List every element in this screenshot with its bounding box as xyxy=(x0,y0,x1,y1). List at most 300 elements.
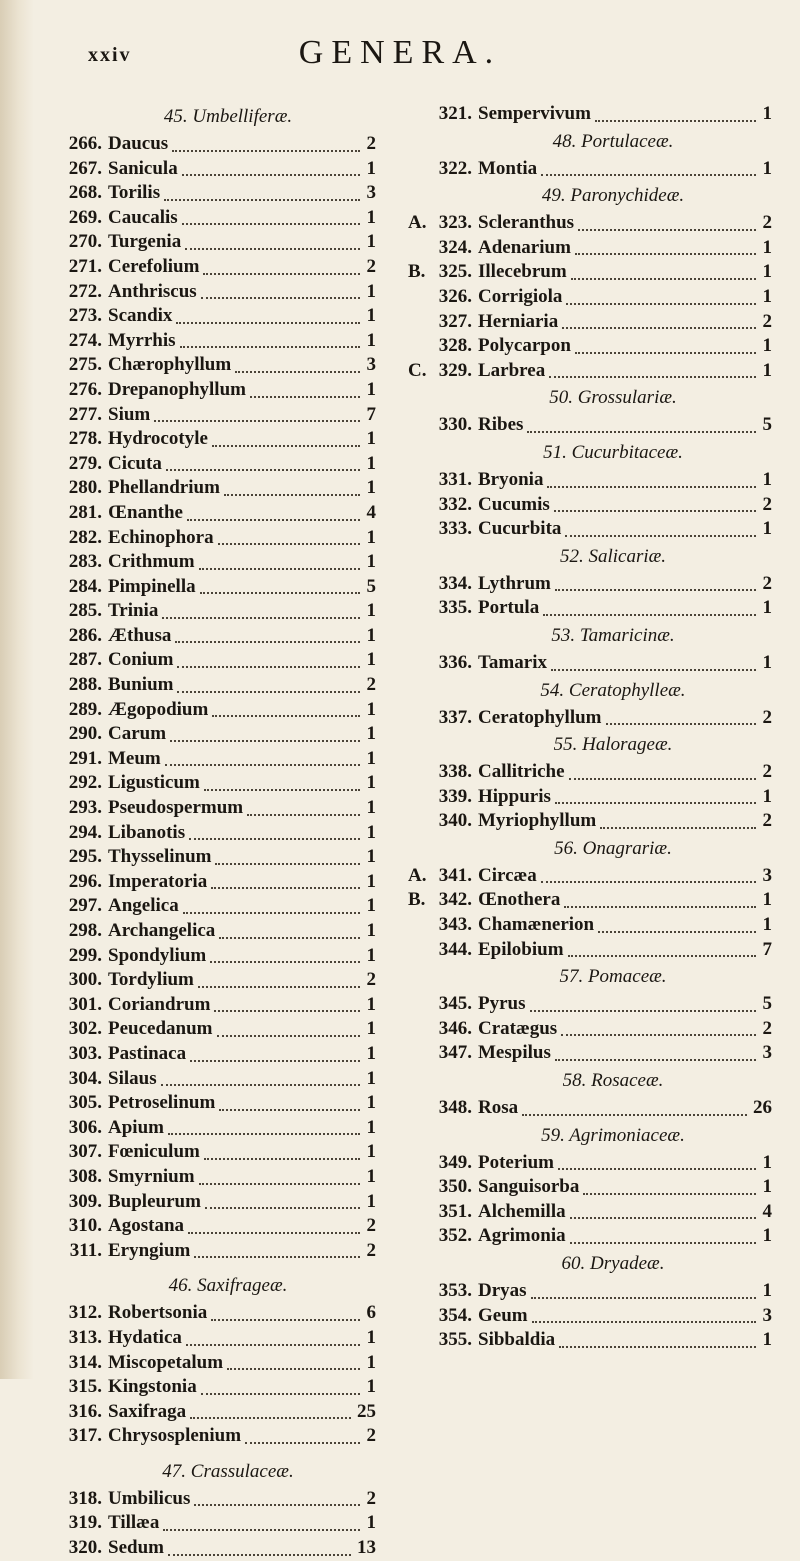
genus-list xyxy=(408,413,774,438)
genus-name: Hydatica xyxy=(108,1326,182,1348)
genus-name: Pyrus xyxy=(478,993,526,1015)
genus-name: Petroselinum xyxy=(108,1092,216,1114)
genus-name: Adenarium xyxy=(478,236,571,258)
genus-list xyxy=(408,1279,774,1353)
genus-name: Echinophora xyxy=(108,526,214,548)
family-heading: 60. Dryadeæ. xyxy=(561,1253,665,1274)
genus-number: 291. xyxy=(68,747,102,769)
dot-leader xyxy=(166,445,360,472)
species-count: 1 xyxy=(366,1190,376,1212)
genus-list xyxy=(408,157,774,182)
dot-leader xyxy=(531,1272,756,1299)
dot-leader xyxy=(245,1417,360,1444)
dot-leader xyxy=(583,1168,756,1195)
genus-number: 280. xyxy=(68,477,102,499)
dot-leader xyxy=(190,1035,360,1062)
genus-number: 290. xyxy=(68,723,102,745)
genus-list xyxy=(58,132,378,1263)
genus-number: 273. xyxy=(68,305,102,327)
genus-number: 355. xyxy=(438,1329,472,1351)
genus-name: Callitriche xyxy=(478,761,565,783)
species-count: 1 xyxy=(366,1376,376,1398)
genus-number: 326. xyxy=(438,285,472,307)
dot-leader xyxy=(575,327,756,354)
species-count: 1 xyxy=(366,1018,376,1040)
genus-number: 269. xyxy=(68,206,102,228)
genus-name: Larbrea xyxy=(478,359,546,381)
dot-leader xyxy=(177,666,360,693)
genus-name: Kingstonia xyxy=(108,1376,197,1398)
genus-name: Conium xyxy=(108,649,174,671)
genus-name: Robertsonia xyxy=(108,1302,208,1324)
species-count: 26 xyxy=(753,1097,772,1119)
genus-name: Œnothera xyxy=(478,889,561,911)
species-count: 1 xyxy=(366,698,376,720)
species-count: 1 xyxy=(366,797,376,819)
genus-list xyxy=(408,102,774,127)
genus-number: 276. xyxy=(68,378,102,400)
species-count: 1 xyxy=(366,477,376,499)
genus-number: 344. xyxy=(438,938,472,960)
genus-list xyxy=(408,864,774,962)
genus-list xyxy=(408,572,774,621)
genus-name: Montia xyxy=(478,157,538,179)
dot-leader xyxy=(578,204,756,231)
dot-leader xyxy=(194,1232,360,1259)
genus-entry xyxy=(408,938,774,963)
species-count: 4 xyxy=(366,501,376,523)
genus-name: Fœniculum xyxy=(108,1141,200,1163)
dot-leader xyxy=(170,715,360,742)
genus-name: Miscopetalum xyxy=(108,1351,224,1373)
dot-leader xyxy=(204,1133,360,1160)
section-mark: B. xyxy=(408,889,426,911)
genus-name: Agostana xyxy=(108,1215,185,1237)
genus-name: Sempervivum xyxy=(478,103,591,124)
species-count: 1 xyxy=(366,526,376,548)
genus-number: 287. xyxy=(68,649,102,671)
species-count: 3 xyxy=(366,182,376,204)
dot-leader xyxy=(163,1504,360,1531)
species-count: 1 xyxy=(366,329,376,351)
family-heading: 47. Crassulaceæ. xyxy=(162,1460,294,1482)
genus-name: Peucedanum xyxy=(108,1018,213,1040)
genus-number: 317. xyxy=(68,1425,102,1447)
genus-name: Saxifraga xyxy=(108,1400,187,1422)
genus-number: 296. xyxy=(68,870,102,892)
genus-entry xyxy=(408,1041,774,1066)
genus-number: 335. xyxy=(438,597,472,619)
genus-name: Sedum xyxy=(108,1537,164,1559)
dot-leader xyxy=(562,303,756,330)
genus-number: 351. xyxy=(438,1200,472,1222)
genus-number: 346. xyxy=(438,1017,472,1039)
dot-leader xyxy=(530,985,756,1012)
dot-leader xyxy=(547,461,756,488)
species-count: 1 xyxy=(366,600,376,622)
genus-number: 309. xyxy=(68,1190,102,1212)
genus-entry xyxy=(408,413,774,438)
genus-entry xyxy=(408,596,774,621)
species-count: 1 xyxy=(366,1326,376,1348)
family-heading: 57. Pomaceæ. xyxy=(559,966,667,988)
species-count: 1 xyxy=(762,651,772,673)
genus-name: Geum xyxy=(478,1304,528,1326)
genus-name: Ribes xyxy=(478,414,524,436)
genus-number: 308. xyxy=(68,1165,102,1187)
genus-number: 271. xyxy=(68,255,102,277)
genus-number: 289. xyxy=(68,698,102,720)
genus-number: 300. xyxy=(68,969,102,991)
genus-number: 303. xyxy=(68,1042,102,1064)
genus-number: 336. xyxy=(438,651,472,673)
genus-number: 302. xyxy=(68,1018,102,1040)
species-count: 1 xyxy=(366,280,376,302)
dot-leader xyxy=(168,1529,351,1556)
dot-leader xyxy=(205,1183,360,1210)
dot-leader xyxy=(250,371,360,398)
dot-leader xyxy=(227,1344,360,1371)
genus-name: Circæa xyxy=(478,864,537,886)
dot-leader xyxy=(219,1084,360,1111)
genus-number: 328. xyxy=(438,335,472,357)
species-count: 1 xyxy=(762,1176,772,1198)
species-count: 3 xyxy=(366,354,376,376)
dot-leader xyxy=(217,1010,360,1037)
dot-leader xyxy=(168,1109,360,1136)
genus-entry xyxy=(408,809,774,834)
genus-entry xyxy=(58,1536,378,1561)
genus-list xyxy=(408,468,774,542)
species-count: 1 xyxy=(762,1151,772,1173)
dot-leader xyxy=(527,406,756,433)
dot-leader xyxy=(235,346,360,373)
genus-number: 334. xyxy=(438,572,472,594)
genus-number: 270. xyxy=(68,231,102,253)
species-count: 3 xyxy=(762,1304,772,1326)
genus-number: 313. xyxy=(68,1326,102,1348)
genus-name: Smyrnium xyxy=(108,1165,195,1187)
genus-number: 319. xyxy=(68,1512,102,1534)
genus-name: Turgenia xyxy=(108,231,182,253)
dot-leader xyxy=(522,1089,747,1116)
dot-leader xyxy=(541,150,756,177)
species-count: 1 xyxy=(366,772,376,794)
genus-number: 267. xyxy=(68,157,102,179)
species-count: 1 xyxy=(762,335,772,357)
dot-leader xyxy=(571,253,756,280)
genus-number: 316. xyxy=(68,1400,102,1422)
dot-leader xyxy=(164,174,360,201)
species-count: 1 xyxy=(366,821,376,843)
genus-name: Tamarix xyxy=(478,651,547,673)
genus-number: 314. xyxy=(68,1351,102,1373)
dot-leader xyxy=(210,937,360,964)
dot-leader xyxy=(559,1321,756,1348)
genus-name: Spondylium xyxy=(108,944,207,966)
species-count: 5 xyxy=(366,575,376,597)
genus-number: 345. xyxy=(438,993,472,1015)
genus-number: 354. xyxy=(438,1304,472,1326)
genus-number: 292. xyxy=(68,772,102,794)
species-count: 7 xyxy=(762,938,772,960)
species-count: 1 xyxy=(762,261,772,283)
species-count: 1 xyxy=(762,518,772,540)
genus-entry xyxy=(408,1224,774,1249)
genus-name: Rosa xyxy=(478,1097,519,1119)
genus-name: Polycarpon xyxy=(478,335,571,357)
genus-list xyxy=(408,1096,774,1121)
left-column xyxy=(58,102,378,1561)
family-heading: 48. Portulaceæ. xyxy=(552,130,674,152)
dot-leader xyxy=(203,248,360,275)
dot-leader xyxy=(172,125,360,152)
genus-entry xyxy=(58,1424,378,1449)
species-count: 1 xyxy=(366,1116,376,1138)
dot-leader xyxy=(199,543,360,570)
dot-leader xyxy=(565,510,756,537)
genus-name: Meum xyxy=(108,747,161,769)
genus-number: 299. xyxy=(68,944,102,966)
section-spacer xyxy=(58,1449,378,1457)
species-count: 1 xyxy=(366,551,376,573)
dot-leader xyxy=(569,753,756,780)
genus-list xyxy=(58,1301,378,1449)
species-count: 1 xyxy=(366,920,376,941)
species-count: 2 xyxy=(762,493,772,515)
genus-entry xyxy=(408,651,774,676)
species-count: 7 xyxy=(366,403,376,425)
species-count: 1 xyxy=(366,1042,376,1064)
genus-number: 301. xyxy=(68,993,102,1015)
genus-number: 340. xyxy=(438,810,472,832)
species-count: 1 xyxy=(366,944,376,966)
dot-leader xyxy=(212,420,360,447)
species-count: 1 xyxy=(366,452,376,474)
dot-leader xyxy=(177,641,360,668)
genus-number: 325. xyxy=(438,261,472,283)
species-count: 1 xyxy=(366,1067,376,1089)
section-mark: A. xyxy=(408,212,427,234)
genus-name: Cucurbita xyxy=(478,518,562,540)
dot-leader xyxy=(543,589,756,616)
genus-number: 318. xyxy=(68,1487,102,1509)
species-count: 2 xyxy=(366,255,376,277)
genus-number: 352. xyxy=(438,1225,472,1247)
genus-list xyxy=(408,992,774,1066)
genus-name: Illecebrum xyxy=(478,261,567,283)
running-title: GENERA. xyxy=(298,34,502,71)
species-count: 6 xyxy=(366,1302,376,1324)
genus-name: Pastinaca xyxy=(108,1042,187,1064)
genus-name: Carum xyxy=(108,723,167,745)
genus-number: 283. xyxy=(68,551,102,573)
dot-leader xyxy=(190,1393,351,1420)
species-count: 1 xyxy=(762,1225,772,1247)
genus-name: Chrysosplenium xyxy=(108,1425,242,1447)
genus-number: 342. xyxy=(438,889,472,911)
dot-leader xyxy=(182,150,360,177)
genus-name: Drepanophyllum xyxy=(108,378,246,400)
genus-number: 347. xyxy=(438,1042,472,1064)
dot-leader xyxy=(161,1060,360,1087)
dot-leader xyxy=(247,789,360,816)
genus-name: Ligusticum xyxy=(108,772,200,794)
species-count: 2 xyxy=(762,1017,772,1039)
dot-leader xyxy=(566,278,756,305)
dot-leader xyxy=(561,1010,756,1037)
dot-leader xyxy=(189,814,360,841)
genus-number: 315. xyxy=(68,1376,102,1398)
dot-leader xyxy=(564,881,756,908)
genus-name: Tordylium xyxy=(108,969,194,991)
species-count: 2 xyxy=(762,761,772,783)
genus-number: 294. xyxy=(68,821,102,843)
dot-leader xyxy=(187,494,360,521)
dot-leader xyxy=(194,1480,360,1507)
dot-leader xyxy=(606,699,756,726)
genus-name: Anthriscus xyxy=(108,280,197,302)
genus-name: Daucus xyxy=(108,133,169,154)
species-count: 1 xyxy=(366,1512,376,1534)
species-count: 1 xyxy=(762,157,772,179)
genus-number: 268. xyxy=(68,182,102,204)
genus-number: 329. xyxy=(438,359,472,381)
genus-name: Libanotis xyxy=(108,821,186,843)
genus-name: Chamænerion xyxy=(478,914,595,936)
genus-name: Myrrhis xyxy=(108,329,176,351)
right-column xyxy=(408,102,774,1353)
family-heading: 50. Grossulariæ. xyxy=(549,387,677,409)
genus-number: 284. xyxy=(68,575,102,597)
genus-number: 275. xyxy=(68,354,102,376)
genus-name: Ceratophyllum xyxy=(478,706,602,728)
genus-number: 338. xyxy=(438,761,472,783)
genus-name: Tillæa xyxy=(108,1512,160,1534)
genus-list xyxy=(408,760,774,834)
species-count: 1 xyxy=(366,895,376,917)
genus-list xyxy=(408,1151,774,1249)
section-mark: A. xyxy=(408,864,427,886)
genus-name: Alchemilla xyxy=(478,1200,566,1222)
genus-number: 312. xyxy=(68,1302,102,1324)
genus-name: Bryonia xyxy=(478,468,544,490)
species-count: 1 xyxy=(366,993,376,1015)
species-count: 1 xyxy=(762,468,772,490)
species-count: 1 xyxy=(366,157,376,179)
family-heading: 58. Rosaceæ. xyxy=(562,1070,664,1092)
dot-leader xyxy=(215,838,360,865)
species-count: 1 xyxy=(366,378,376,400)
genus-name: Scleranthus xyxy=(478,212,575,234)
species-count: 3 xyxy=(762,864,772,886)
genus-name: Dryas xyxy=(478,1280,527,1301)
dot-leader xyxy=(188,1207,360,1234)
genus-name: Portula xyxy=(478,597,540,619)
genus-number: 311. xyxy=(69,1239,102,1261)
genus-name: Herniaria xyxy=(478,310,559,332)
genus-name: Angelica xyxy=(108,895,179,917)
genus-number: 266. xyxy=(68,133,102,154)
species-count: 2 xyxy=(366,674,376,696)
genus-number: 307. xyxy=(68,1141,102,1163)
genus-name: Apium xyxy=(108,1116,164,1138)
genus-number: 293. xyxy=(68,797,102,819)
dot-leader xyxy=(176,297,360,324)
species-count: 1 xyxy=(366,649,376,671)
genus-entry xyxy=(408,102,774,127)
species-count: 1 xyxy=(762,1329,772,1351)
family-heading: 56. Onagrariæ. xyxy=(554,837,672,859)
genus-entry xyxy=(408,1328,774,1353)
species-count: 1 xyxy=(366,231,376,253)
genus-name: Lythrum xyxy=(478,572,551,594)
dot-leader xyxy=(570,1193,756,1220)
genus-number: 305. xyxy=(68,1092,102,1114)
genus-number: 339. xyxy=(438,785,472,807)
dot-leader xyxy=(204,764,360,791)
species-count: 4 xyxy=(762,1200,772,1222)
genus-number: 323. xyxy=(438,212,472,234)
dot-leader xyxy=(182,199,360,226)
dot-leader xyxy=(555,565,756,592)
family-heading: 59. Agrimoniaceæ. xyxy=(541,1124,685,1146)
genus-entry xyxy=(408,157,774,182)
species-count: 1 xyxy=(762,103,772,124)
dot-leader xyxy=(218,519,360,546)
dot-leader xyxy=(212,691,360,718)
genus-name: Sanguisorba xyxy=(478,1176,580,1198)
species-count: 1 xyxy=(762,785,772,807)
genus-name: Ægopodium xyxy=(108,698,209,720)
dot-leader xyxy=(211,1294,360,1321)
genus-number: 297. xyxy=(68,895,102,917)
species-count: 1 xyxy=(366,846,376,868)
genus-number: 349. xyxy=(438,1151,472,1173)
dot-leader xyxy=(185,223,360,250)
species-count: 1 xyxy=(762,359,772,381)
dot-leader xyxy=(595,95,756,122)
dot-leader xyxy=(551,644,756,671)
genus-number: 298. xyxy=(68,920,102,941)
genus-number: 353. xyxy=(438,1280,472,1301)
genus-name: Scandix xyxy=(108,305,173,327)
genus-number: 330. xyxy=(438,414,472,436)
species-count: 13 xyxy=(357,1537,376,1559)
page-number: xxiv xyxy=(88,44,132,66)
species-count: 1 xyxy=(366,206,376,228)
genus-number: 295. xyxy=(68,846,102,868)
genus-name: Cratægus xyxy=(478,1017,558,1039)
genus-number: 327. xyxy=(438,310,472,332)
species-count: 5 xyxy=(762,414,772,436)
species-count: 2 xyxy=(762,706,772,728)
genus-number: 288. xyxy=(68,674,102,696)
species-count: 1 xyxy=(762,889,772,911)
species-count: 2 xyxy=(366,1215,376,1237)
genus-name: Cucumis xyxy=(478,493,550,515)
genus-name: Poterium xyxy=(478,1151,554,1173)
genus-entry xyxy=(408,517,774,542)
species-count: 1 xyxy=(366,723,376,745)
genus-list xyxy=(408,211,774,383)
dot-leader xyxy=(175,617,360,644)
dot-leader xyxy=(198,961,360,988)
species-count: 2 xyxy=(366,1239,376,1261)
species-count: 1 xyxy=(366,1165,376,1187)
dot-leader xyxy=(201,273,360,300)
species-count: 2 xyxy=(762,572,772,594)
